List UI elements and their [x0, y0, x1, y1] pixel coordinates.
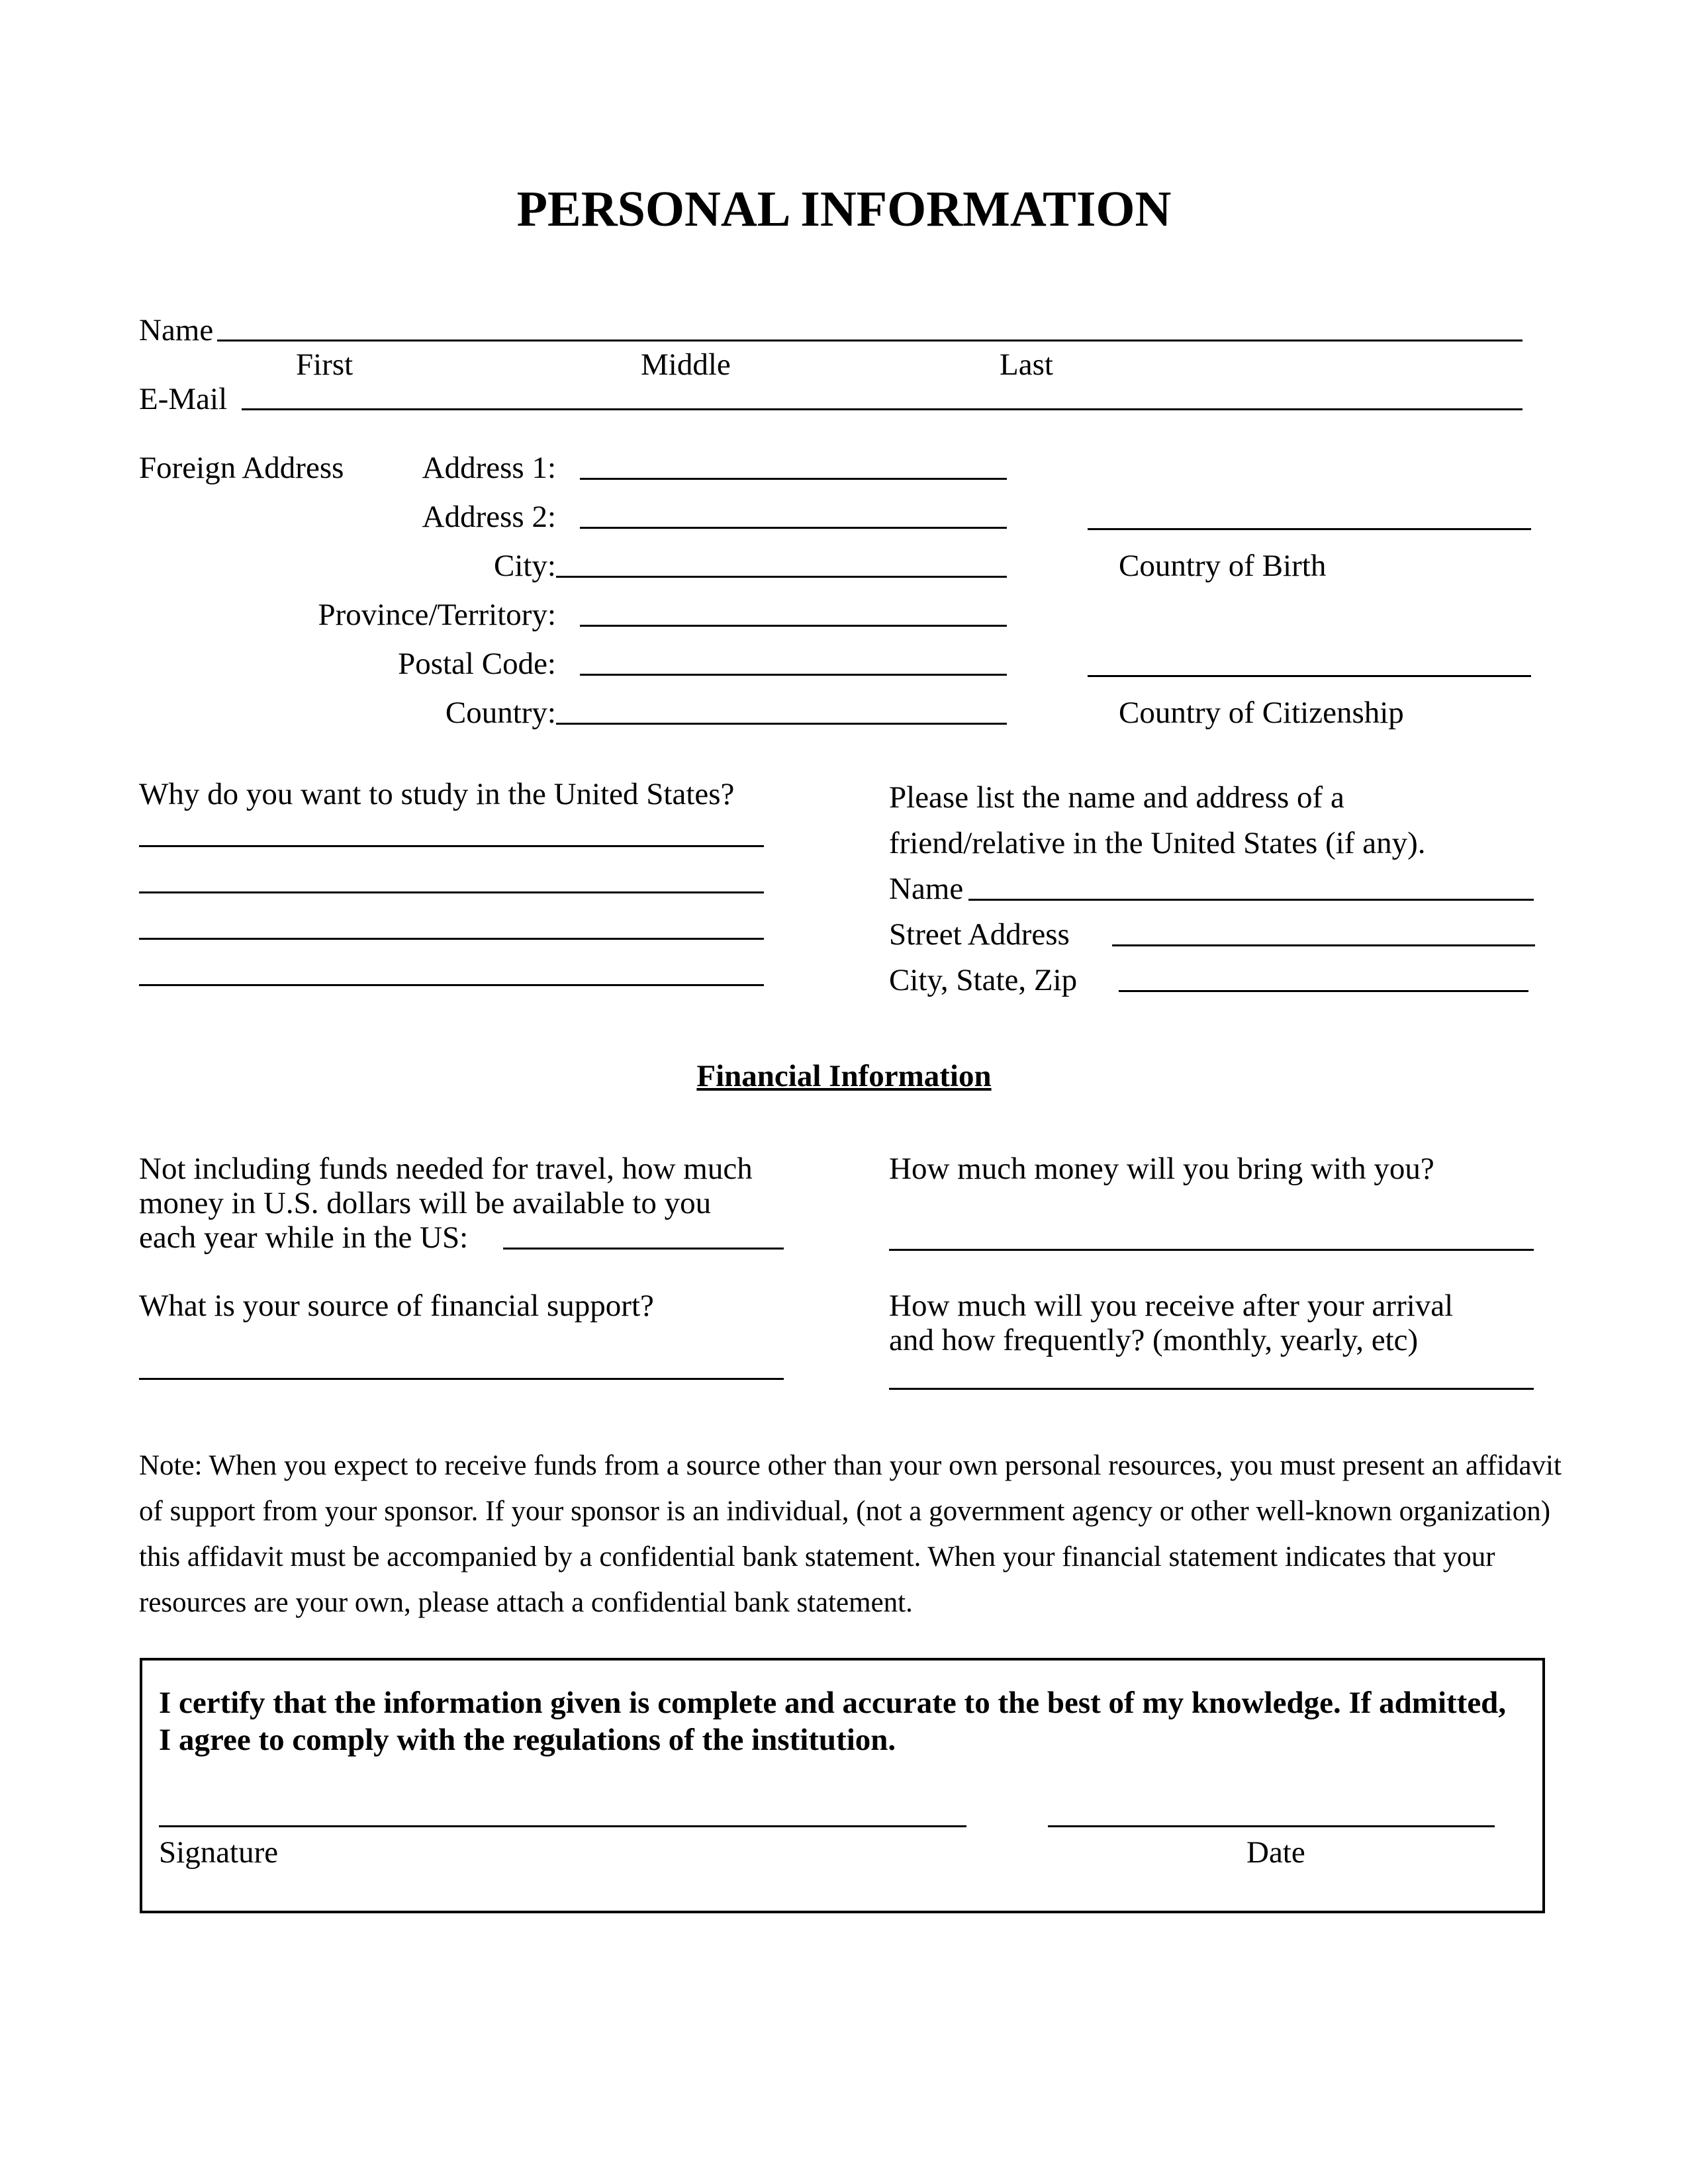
note-paragraph: Note: When you expect to receive funds from a source other than your own personal resources, you must present an affidavit of support from your sponsor. If your sponsor is an individual, (not a government agency or other well-known organization) this affidavit must be accompanied by a confidential bank statement. When your financial statement indicates that your resources are your own, please attach a confidential bank statement. [139, 1450, 1562, 1618]
bring-money-question: How much money will you bring with you? [889, 1152, 1434, 1186]
funds-question-line-2: money in U.S. dollars will be available to you [139, 1186, 712, 1220]
signature-label: Signature [159, 1835, 279, 1870]
certification-statement: I certify that the information given is complete and accurate to the best of my knowledge. If admitted, I agree to comply with the regulations of the institution. [159, 1686, 1507, 1757]
city-field[interactable] [556, 576, 1007, 578]
financial-heading: Financial Information [696, 1059, 992, 1093]
contact-city-state-zip-field[interactable] [1119, 990, 1528, 992]
address1-field[interactable] [580, 478, 1007, 480]
study-answer-line-4[interactable] [139, 984, 764, 986]
country-of-citizenship-field[interactable] [1088, 675, 1531, 677]
receive-question-line-1: How much will you receive after your arrival [889, 1289, 1454, 1323]
address2-field[interactable] [580, 527, 1007, 529]
country-label: Country: [445, 696, 556, 730]
postal-code-label: Postal Code: [398, 647, 556, 681]
study-answer-line-2[interactable] [139, 891, 764, 893]
middle-name-caption: Middle [641, 347, 731, 382]
name-field[interactable] [217, 340, 1523, 341]
contact-intro-line-2: friend/relative in the United States (if any). [889, 826, 1426, 860]
last-name-caption: Last [1000, 347, 1053, 382]
email-label: E-Mail [139, 382, 228, 416]
country-of-citizenship-label: Country of Citizenship [1119, 696, 1404, 730]
foreign-address-label: Foreign Address [139, 451, 344, 485]
email-field[interactable] [242, 408, 1523, 410]
receive-question-line-2: and how frequently? (monthly, yearly, etc) [889, 1323, 1419, 1357]
study-answer-line-3[interactable] [139, 938, 764, 940]
city-label: City: [493, 549, 556, 583]
address2-label: Address 2: [422, 500, 556, 534]
country-of-birth-label: Country of Birth [1119, 549, 1327, 583]
address1-label: Address 1: [422, 451, 556, 485]
name-label: Name [139, 313, 214, 347]
source-answer-field[interactable] [139, 1378, 784, 1380]
country-of-birth-field[interactable] [1088, 528, 1531, 530]
contact-street-field[interactable] [1112, 944, 1535, 946]
study-question: Why do you want to study in the United States? [139, 777, 735, 811]
country-field[interactable] [556, 723, 1007, 725]
source-question: What is your source of financial support? [139, 1289, 654, 1323]
funds-question-line-3: each year while in the US: [139, 1220, 469, 1255]
contact-name-field[interactable] [968, 899, 1534, 901]
date-label: Date [1246, 1835, 1305, 1870]
funds-answer-field[interactable] [503, 1248, 784, 1250]
postal-code-field[interactable] [580, 674, 1007, 676]
study-answer-line-1[interactable] [139, 845, 764, 847]
receive-answer-field[interactable] [889, 1388, 1534, 1390]
signature-field[interactable] [159, 1825, 966, 1827]
contact-city-state-zip-label: City, State, Zip [889, 963, 1078, 997]
province-field[interactable] [580, 625, 1007, 627]
first-name-caption: First [296, 347, 353, 382]
funds-question-line-1: Not including funds needed for travel, how much [139, 1152, 753, 1186]
contact-street-label: Street Address [889, 917, 1070, 952]
page-title: PERSONAL INFORMATION [516, 181, 1172, 237]
contact-name-label: Name [889, 872, 964, 906]
contact-intro-line-1: Please list the name and address of a [889, 780, 1344, 815]
date-field[interactable] [1048, 1825, 1495, 1827]
province-label: Province/Territory: [318, 598, 556, 632]
bring-money-field[interactable] [889, 1249, 1534, 1251]
